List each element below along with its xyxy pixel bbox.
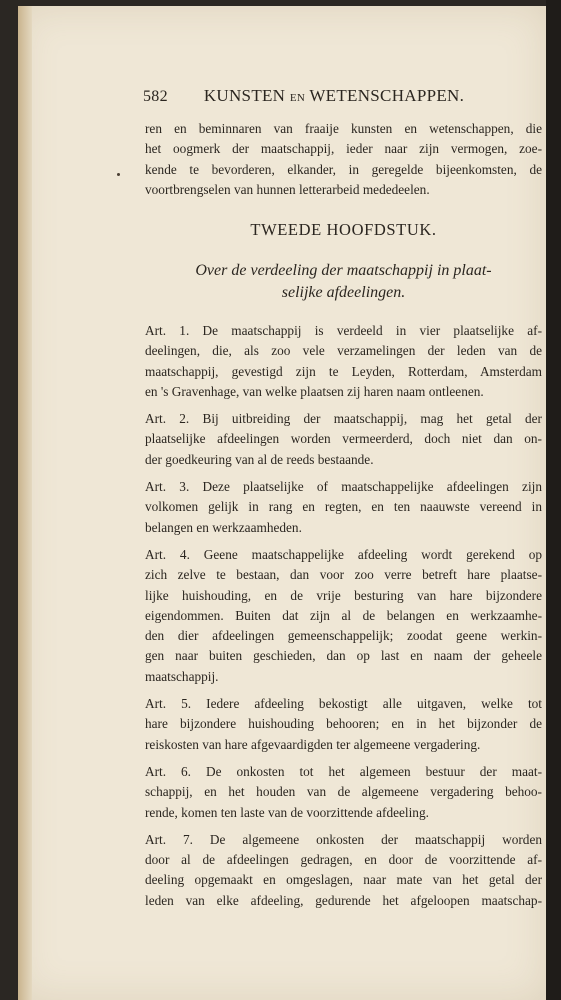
text-line: Art. 4. Geene maatschappelijke afdeeling wordt gerekend op [145, 546, 542, 562]
text-line: rende, komen ten laste van de voorzittende afdeeling. [145, 804, 429, 820]
article-1 [145, 321, 542, 402]
text-line: en 's Gravenhage, van welke plaatsen zij haren naam ontleenen. [145, 383, 484, 399]
text-line: leden van elke afdeeling, gedurende het afgeloopen maatschap- [145, 892, 542, 908]
text-line: maatschappij. [145, 668, 219, 684]
text-line: Art. 7. De algemeene onkosten der maatschappij worden [145, 831, 542, 847]
article-3 [145, 477, 542, 538]
text-line: volkomen gelijk in rang en regten, en ten naauwste vereend in [145, 499, 542, 515]
text-line: plaatselijke afdeelingen worden vermeerderd, doch niet dan on- [145, 431, 542, 447]
text-line: kende te bevorderen, elkander, in geregelde bijeenkomsten, de [145, 161, 542, 177]
text-line: eigendommen. Buiten dat zijn al de belangen en werkzaamhe- [145, 607, 542, 623]
text-line: Art. 2. Bij uitbreiding der maatschappij, mag het getal der [145, 411, 542, 427]
intro-paragraph [145, 119, 542, 200]
text-line: schappij, en het houden van de algemeene vergadering behoo- [145, 784, 542, 800]
text-line: belangen en werkzaamheden. [145, 519, 302, 535]
article-6 [145, 762, 542, 823]
text-line: zich zelve te bestaan, dan voor zoo verre betreft hare plaatse- [145, 567, 542, 583]
subtitle-line: selijke afdeelingen. [281, 284, 406, 301]
running-head-title: KUNSTEN EN WETENSCHAPPEN. [203, 86, 465, 105]
text-line: hare bijzondere huishouding behooren; en in het bijzonder de [145, 716, 542, 732]
subtitle-line: Over de verdeeling der maatschappij in plaat- [195, 262, 492, 279]
text-line: het oogmerk der maatschappij, ieder naar zijn vermogen, zoe- [145, 141, 542, 157]
text-line: voortbrengselen van hunnen letterarbeid mededeelen. [145, 181, 430, 197]
text-line: reiskosten van hare afgevaardigden ter algemeene vergadering. [145, 736, 481, 752]
text-line: Art. 6. De onkosten tot het algemeen bestuur der maat- [145, 763, 542, 779]
articles-body [145, 321, 542, 911]
article-2 [145, 409, 542, 470]
book-edge [546, 0, 561, 1000]
page-number: 582 [143, 88, 168, 105]
running-head [143, 86, 473, 106]
text-line: lijke huishouding, en de vrije besturing van hare bijzondere [145, 587, 542, 603]
article-7 [145, 830, 542, 911]
article-4 [145, 545, 542, 687]
chapter-heading: TWEEDE HOOFDSTUK. [250, 220, 437, 239]
text-line: maatschappij, gevestigd zijn te Leyden, Rotterdam, Amsterdam [145, 363, 542, 379]
text-line: ren en beminnaren van fraaije kunsten en wetenschappen, die [145, 121, 542, 136]
text-line: Art. 5. Iedere afdeeling bekostigt alle uitgaven, welke tot [145, 696, 542, 712]
text-line: Art. 1. De maatschappij is verdeeld in vier plaatselijke af- [145, 323, 542, 338]
text-line: den dier afdeelingen gemeenschappelijk; zoodat geene werkin- [145, 628, 542, 644]
ink-speck [117, 173, 120, 176]
page-gutter [18, 6, 32, 1000]
text-line: gen naar buiten geschieden, dan op last en naam der geheele [145, 648, 542, 664]
article-5 [145, 694, 542, 755]
chapter-subtitle [145, 260, 542, 304]
text-line: door al de afdeelingen gedragen, en door de voorzittende af- [145, 852, 542, 868]
text-line: der goedkeuring van al de reeds bestaande. [145, 451, 374, 467]
text-line: deelingen, die, als zoo vele verzamelingen der leden van de [145, 343, 542, 359]
text-line: Art. 3. Deze plaatselijke of maatschappelijke afdeelingen zijn [145, 479, 542, 495]
text-line: deeling opgemaakt en omgeslagen, naar mate van het getal der [145, 872, 542, 888]
